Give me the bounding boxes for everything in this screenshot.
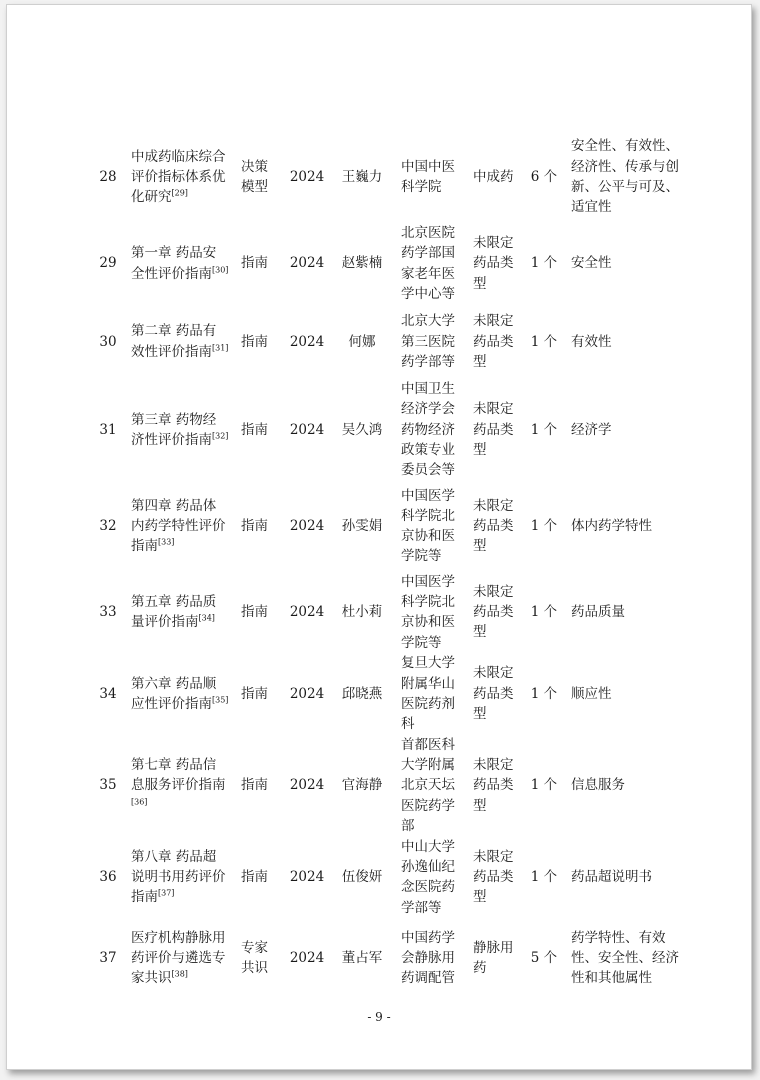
evaluation-dimensions bbox=[563, 653, 689, 735]
publish-year bbox=[283, 572, 331, 653]
reference-marker: [36] bbox=[131, 797, 148, 807]
organization bbox=[393, 572, 465, 653]
organization-text: 北京大学第三医院药学部等 bbox=[401, 313, 455, 370]
publish-year bbox=[283, 481, 331, 572]
publish-year-text: 2024 bbox=[289, 333, 325, 350]
document-type-text: 专家共识 bbox=[241, 940, 268, 977]
evaluation-dimensions-text: 体内药学特性 bbox=[571, 518, 652, 535]
drug-type-text: 未限定药品类型 bbox=[473, 235, 514, 292]
evaluation-dimensions-text: 有效性 bbox=[571, 333, 612, 350]
evaluation-dimensions-text: 安全性、有效性、经济性、传承与创新、公平与可及、适宜性 bbox=[571, 138, 679, 216]
drug-type bbox=[465, 379, 525, 480]
row-number bbox=[89, 918, 127, 998]
evaluation-dimensions bbox=[563, 836, 689, 918]
publish-year-text: 2024 bbox=[289, 168, 325, 185]
dimension-count-text: 1 个 bbox=[530, 518, 558, 535]
publish-year-text: 2024 bbox=[289, 869, 325, 886]
publish-year bbox=[283, 653, 331, 735]
guideline-title bbox=[127, 653, 235, 735]
dimension-count-text: 1 个 bbox=[530, 604, 558, 621]
document-type bbox=[235, 131, 283, 223]
author bbox=[331, 379, 393, 480]
publish-year-text: 2024 bbox=[289, 518, 325, 535]
reference-marker: [34] bbox=[198, 613, 215, 623]
document-type-text: 决策模型 bbox=[241, 158, 268, 195]
reference-marker: [32] bbox=[212, 431, 229, 441]
table-body bbox=[89, 131, 689, 998]
evaluation-dimensions bbox=[563, 735, 689, 836]
document-type-text: 指南 bbox=[241, 685, 268, 702]
row-number-text: 35 bbox=[99, 777, 117, 794]
dimension-count bbox=[525, 223, 563, 304]
publish-year-text: 2024 bbox=[289, 421, 325, 438]
author-text: 赵紫楠 bbox=[341, 255, 383, 272]
author bbox=[331, 131, 393, 223]
document-type bbox=[235, 836, 283, 918]
row-number bbox=[89, 735, 127, 836]
dimension-count bbox=[525, 304, 563, 379]
organization bbox=[393, 223, 465, 304]
dimension-count-text: 1 个 bbox=[530, 421, 558, 438]
drug-type bbox=[465, 572, 525, 653]
row-number-text: 31 bbox=[99, 421, 117, 438]
evaluation-dimensions-text: 药学特性、有效性、安全性、经济性和其他属性 bbox=[571, 929, 679, 987]
organization-text: 中国卫生经济学会药物经济政策专业委员会等 bbox=[401, 381, 455, 479]
author bbox=[331, 481, 393, 572]
guideline-title bbox=[127, 918, 235, 998]
reference-marker: [35] bbox=[212, 695, 229, 705]
publish-year-text: 2024 bbox=[289, 604, 325, 621]
publish-year bbox=[283, 735, 331, 836]
evaluation-dimensions bbox=[563, 572, 689, 653]
evaluation-dimensions-text: 信息服务 bbox=[571, 777, 625, 794]
author-text: 杜小莉 bbox=[341, 604, 383, 621]
organization bbox=[393, 735, 465, 836]
evaluation-dimensions bbox=[563, 304, 689, 379]
reference-marker: [38] bbox=[171, 969, 188, 979]
guideline-title-text: 第一章 药品安全性评价指南 bbox=[131, 245, 217, 282]
author-text: 王巍力 bbox=[341, 168, 383, 185]
row-number-text: 30 bbox=[99, 333, 117, 350]
table-row bbox=[89, 735, 689, 836]
author-text: 何娜 bbox=[348, 333, 376, 350]
table-row bbox=[89, 836, 689, 918]
document-type-text: 指南 bbox=[241, 604, 268, 621]
table-row bbox=[89, 481, 689, 572]
organization-text: 复旦大学附属华山医院药剂科 bbox=[401, 655, 455, 733]
author-text: 孙雯娟 bbox=[341, 518, 383, 535]
row-number bbox=[89, 379, 127, 480]
publish-year bbox=[283, 836, 331, 918]
author bbox=[331, 918, 393, 998]
drug-type-text: 未限定药品类型 bbox=[473, 313, 514, 370]
dimension-count bbox=[525, 735, 563, 836]
guideline-title-text: 第六章 药品顺应性评价指南 bbox=[131, 675, 217, 712]
dimension-count-text: 1 个 bbox=[530, 255, 558, 272]
drug-type bbox=[465, 481, 525, 572]
guideline-title bbox=[127, 735, 235, 836]
document-type-text: 指南 bbox=[241, 255, 268, 272]
drug-type bbox=[465, 653, 525, 735]
author bbox=[331, 836, 393, 918]
evaluation-table bbox=[89, 131, 689, 998]
dimension-count bbox=[525, 481, 563, 572]
guideline-title bbox=[127, 223, 235, 304]
document-type bbox=[235, 653, 283, 735]
reference-marker: [33] bbox=[158, 537, 175, 547]
organization-text: 中国中医科学院 bbox=[401, 158, 455, 195]
organization-text: 中国医学科学院北京协和医学院等 bbox=[401, 487, 455, 565]
organization bbox=[393, 131, 465, 223]
author bbox=[331, 304, 393, 379]
author bbox=[331, 653, 393, 735]
organization-text: 北京医院药学部国家老年医学中心等 bbox=[401, 225, 455, 302]
dimension-count bbox=[525, 572, 563, 653]
organization bbox=[393, 836, 465, 918]
row-number bbox=[89, 653, 127, 735]
guideline-title-text: 第二章 药品有效性评价指南 bbox=[131, 323, 217, 360]
organization bbox=[393, 379, 465, 480]
row-number bbox=[89, 223, 127, 304]
guideline-title-text: 第四章 药品体内药学特性评价指南 bbox=[131, 497, 226, 555]
document-page bbox=[6, 4, 752, 1070]
publish-year-text: 2024 bbox=[289, 950, 325, 967]
document-type bbox=[235, 379, 283, 480]
organization-text: 中山大学孙逸仙纪念医院药学部等 bbox=[401, 838, 455, 916]
drug-type bbox=[465, 131, 525, 223]
document-type bbox=[235, 735, 283, 836]
document-type-text: 指南 bbox=[241, 869, 268, 886]
publish-year-text: 2024 bbox=[289, 777, 325, 794]
row-number-text: 29 bbox=[99, 255, 117, 272]
drug-type-text: 未限定药品类型 bbox=[473, 848, 514, 906]
document-type-text: 指南 bbox=[241, 777, 268, 794]
document-type-text: 指南 bbox=[241, 518, 268, 535]
publish-year bbox=[283, 131, 331, 223]
evaluation-dimensions bbox=[563, 918, 689, 998]
publish-year bbox=[283, 379, 331, 480]
evaluation-dimensions-text: 药品质量 bbox=[571, 604, 625, 621]
author-text: 邱晓燕 bbox=[341, 685, 383, 702]
drug-type-text: 静脉用药 bbox=[473, 940, 514, 977]
evaluation-dimensions bbox=[563, 131, 689, 223]
row-number bbox=[89, 131, 127, 223]
page-number: - 9 - bbox=[367, 1010, 391, 1024]
dimension-count bbox=[525, 379, 563, 480]
organization bbox=[393, 481, 465, 572]
table-row bbox=[89, 918, 689, 998]
drug-type bbox=[465, 735, 525, 836]
drug-type bbox=[465, 223, 525, 304]
guideline-title-text: 中成药临床综合评价指标体系优化研究 bbox=[131, 148, 226, 206]
author-text: 吴久鸿 bbox=[341, 421, 383, 438]
document-type bbox=[235, 304, 283, 379]
reference-marker: [37] bbox=[158, 888, 175, 898]
author bbox=[331, 735, 393, 836]
drug-type-text: 未限定药品类型 bbox=[473, 583, 514, 641]
dimension-count-text: 1 个 bbox=[530, 869, 558, 886]
organization bbox=[393, 653, 465, 735]
drug-type bbox=[465, 836, 525, 918]
reference-marker: [31] bbox=[212, 343, 229, 353]
dimension-count bbox=[525, 653, 563, 735]
table-row bbox=[89, 131, 689, 223]
table-row bbox=[89, 304, 689, 379]
guideline-title bbox=[127, 481, 235, 572]
drug-type bbox=[465, 304, 525, 379]
row-number bbox=[89, 304, 127, 379]
guideline-title-text: 第八章 药品超说明书用药评价指南 bbox=[131, 848, 226, 906]
publish-year bbox=[283, 223, 331, 304]
author-text: 官海静 bbox=[341, 777, 383, 794]
organization bbox=[393, 304, 465, 379]
evaluation-dimensions bbox=[563, 223, 689, 304]
row-number-text: 32 bbox=[99, 518, 117, 535]
document-type bbox=[235, 918, 283, 998]
reference-marker: [29] bbox=[171, 188, 188, 198]
drug-type-text: 未限定药品类型 bbox=[473, 757, 514, 814]
evaluation-dimensions bbox=[563, 379, 689, 480]
drug-type-text: 中成药 bbox=[473, 168, 514, 185]
guideline-title bbox=[127, 379, 235, 480]
organization bbox=[393, 918, 465, 998]
guideline-title bbox=[127, 304, 235, 379]
row-number-text: 34 bbox=[99, 685, 117, 702]
row-number-text: 28 bbox=[99, 168, 117, 185]
author bbox=[331, 223, 393, 304]
drug-type-text: 未限定药品类型 bbox=[473, 665, 514, 722]
publish-year-text: 2024 bbox=[289, 685, 325, 702]
document-type bbox=[235, 572, 283, 653]
drug-type bbox=[465, 918, 525, 998]
table-row bbox=[89, 379, 689, 480]
author-text: 董占军 bbox=[341, 950, 383, 967]
guideline-title-text: 第五章 药品质量评价指南 bbox=[131, 593, 217, 631]
guideline-title bbox=[127, 836, 235, 918]
dimension-count-text: 1 个 bbox=[530, 777, 558, 794]
dimension-count bbox=[525, 131, 563, 223]
guideline-title bbox=[127, 572, 235, 653]
evaluation-dimensions bbox=[563, 481, 689, 572]
row-number-text: 36 bbox=[99, 869, 117, 886]
drug-type-text: 未限定药品类型 bbox=[473, 401, 514, 459]
table-row bbox=[89, 223, 689, 304]
guideline-title-text: 医疗机构静脉用药评价与遴选专家共识 bbox=[131, 929, 226, 987]
reference-marker: [30] bbox=[212, 265, 229, 275]
dimension-count-text: 1 个 bbox=[530, 685, 558, 702]
evaluation-dimensions-text: 安全性 bbox=[571, 255, 612, 272]
publish-year-text: 2024 bbox=[289, 255, 325, 272]
table-row bbox=[89, 572, 689, 653]
document-type-text: 指南 bbox=[241, 333, 268, 350]
guideline-title-text: 第七章 药品信息服务评价指南 bbox=[131, 757, 226, 794]
row-number-text: 33 bbox=[99, 604, 117, 621]
dimension-count-text: 5 个 bbox=[530, 950, 558, 967]
dimension-count-text: 1 个 bbox=[530, 333, 558, 350]
document-type-text: 指南 bbox=[241, 421, 268, 438]
document-type bbox=[235, 223, 283, 304]
dimension-count bbox=[525, 918, 563, 998]
organization-text: 中国医学科学院北京协和医学院等 bbox=[401, 573, 455, 651]
drug-type-text: 未限定药品类型 bbox=[473, 497, 514, 555]
evaluation-dimensions-text: 顺应性 bbox=[571, 685, 612, 702]
evaluation-dimensions-text: 药品超说明书 bbox=[571, 869, 652, 886]
document-type bbox=[235, 481, 283, 572]
dimension-count-text: 6 个 bbox=[530, 168, 558, 185]
publish-year bbox=[283, 918, 331, 998]
evaluation-dimensions-text: 经济学 bbox=[571, 421, 612, 438]
row-number bbox=[89, 481, 127, 572]
table-row bbox=[89, 653, 689, 735]
author-text: 伍俊妍 bbox=[341, 869, 383, 886]
row-number bbox=[89, 572, 127, 653]
organization-text: 中国药学会静脉用药调配管 bbox=[401, 929, 455, 987]
row-number bbox=[89, 836, 127, 918]
author bbox=[331, 572, 393, 653]
dimension-count bbox=[525, 836, 563, 918]
row-number-text: 37 bbox=[99, 950, 117, 967]
guideline-title bbox=[127, 131, 235, 223]
organization-text: 首都医科大学附属北京天坛医院药学部 bbox=[401, 736, 455, 835]
publish-year bbox=[283, 304, 331, 379]
guideline-title-text: 第三章 药物经济性评价指南 bbox=[131, 411, 217, 448]
